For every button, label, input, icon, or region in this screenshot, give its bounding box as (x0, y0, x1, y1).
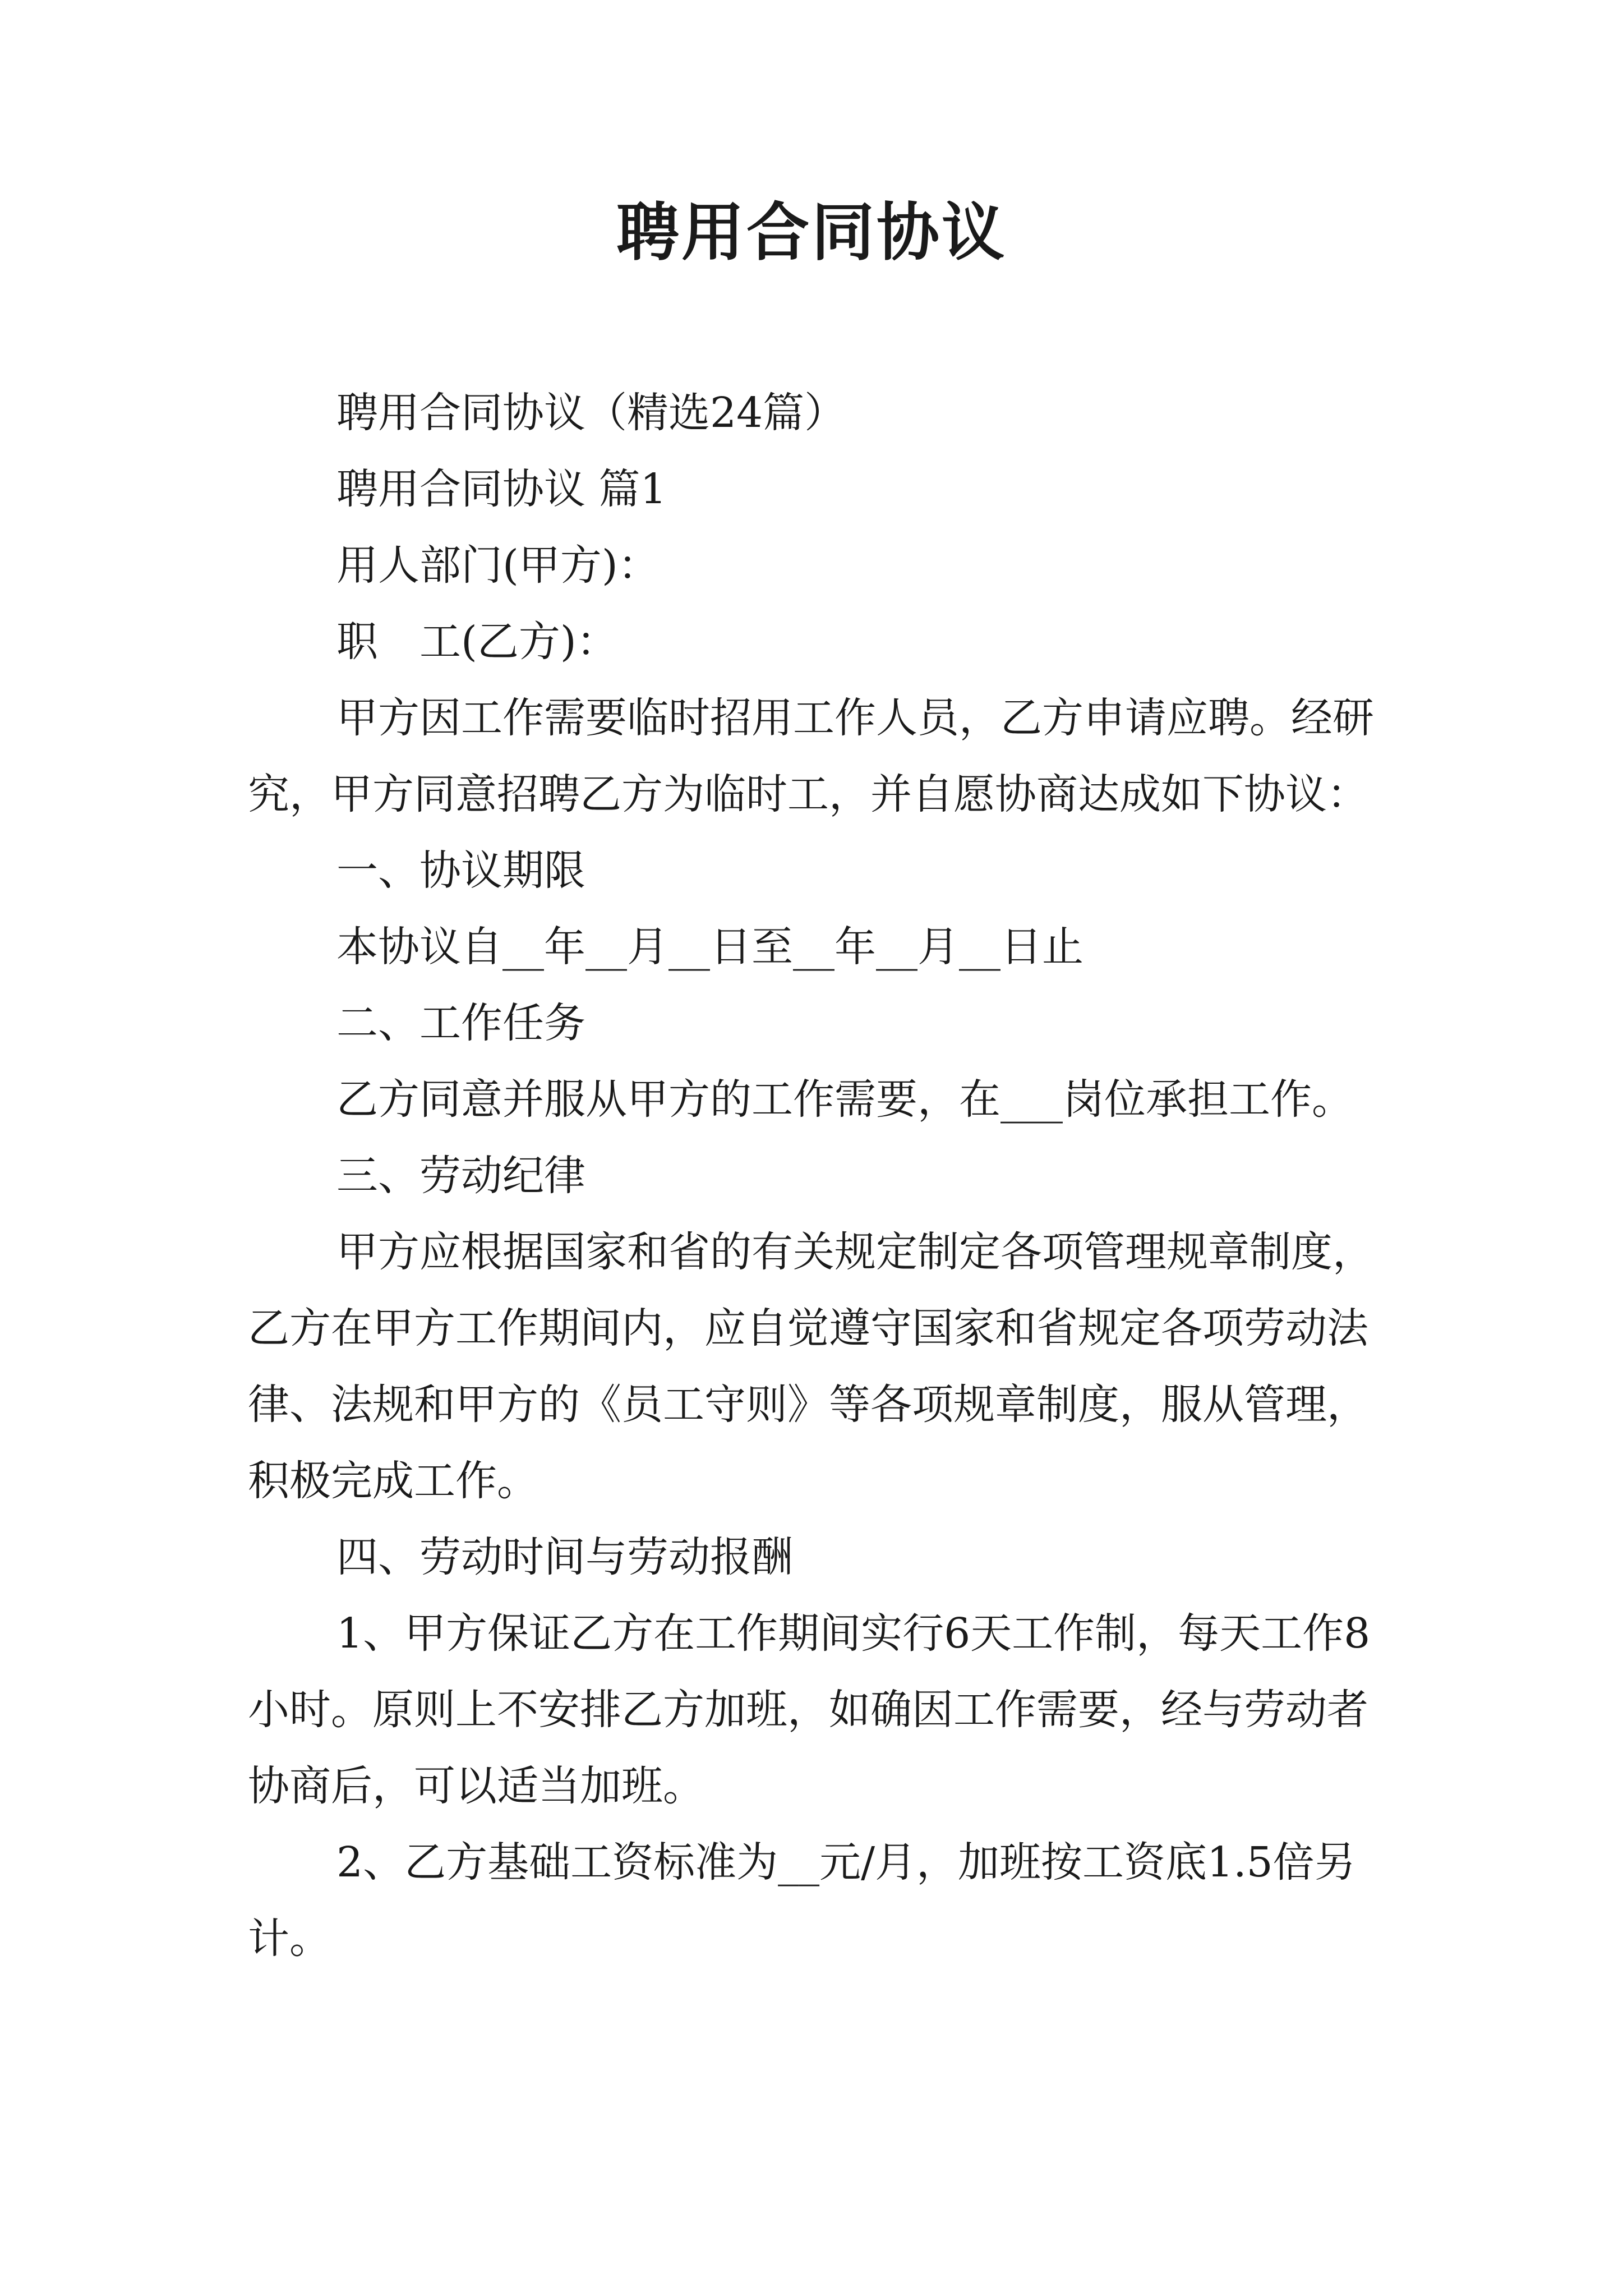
paragraph-task: 乙方同意并服从甲方的工作需要，在___岗位承担工作。 (336, 1075, 1353, 1124)
paragraph-subtitle: 聘用合同协议（精选24篇） (336, 389, 846, 437)
paragraph-hours: 1、甲方保证乙方在工作期间实行6天工作制，每天工作8小时。原则上不安排乙方加班，如确因工作需要，经与劳动者协商后，可以适当加班。 (248, 1609, 1371, 1810)
document-title: 聘用合同协议 (616, 196, 1007, 269)
paragraph-party-b: 职 工(乙方)： (336, 618, 618, 666)
paragraph-heading-discipline: 三、劳动纪律 (336, 1152, 585, 1200)
paragraph-intro: 甲方因工作需要临时招用工作人员，乙方申请应聘。经研究，甲方同意招聘乙方为临时工，并自愿协商达成如下协议： (248, 694, 1374, 818)
document-body (248, 375, 1392, 1977)
paragraph-discipline: 甲方应根据国家和省的有关规定制定各项管理规章制度，乙方在甲方工作期间内，应自觉遵守国家和省规定各项劳动法律、法规和甲方的《员工守则》等各项规章制度，服从管理，积极完成工作。 (248, 1228, 1374, 1505)
paragraph-pay: 2、乙方基础工资标准为__元/月，加班按工资底1.5倍另计。 (248, 1838, 1356, 1963)
paragraph-party-a: 用人部门(甲方)： (336, 541, 660, 590)
paragraph-heading-task: 二、工作任务 (336, 999, 585, 1047)
paragraph-section-heading: 聘用合同协议 篇1 (336, 465, 667, 513)
paragraph-heading-term: 一、协议期限 (336, 846, 585, 895)
paragraph-term: 本协议自__年__月__日至__年__月__日止 (336, 923, 1083, 971)
paragraph-heading-hours-pay: 四、劳动时间与劳动报酬 (336, 1533, 793, 1581)
